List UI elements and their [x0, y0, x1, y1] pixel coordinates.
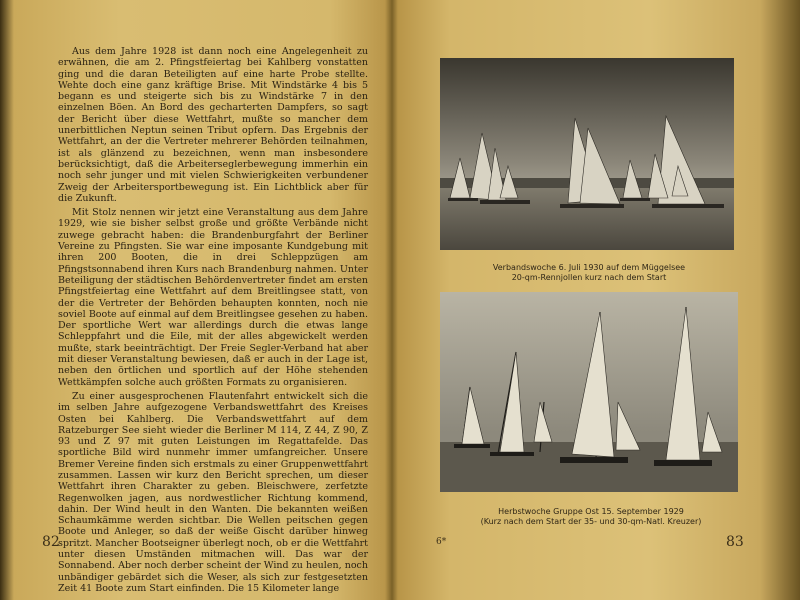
photo-image — [440, 58, 734, 250]
photo-caption — [440, 263, 738, 283]
right-page — [396, 0, 794, 600]
body-text — [58, 46, 368, 597]
paragraph: Mit Stolz nennen wir jetzt eine Veranstaltung aus dem Jahre 1929, wie sie bisher selbst große und größte Verbände nicht zuwege gebracht haben: die Brandenburgfahrt der Berliner Vereine zu Pfingsten. Sie war eine imposante Kundgebung mit ihren 200 Booten, die in drei Schleppzügen am Pfingstsonnabend ihren Kurs nach Brandenburg nahmen. Unter Beteiligung der städtischen Behördenvertreter findet am ersten Pfingstfeiertag eine Wettfahrt auf dem Breitlingsee statt, von der die Vertreter der Behörden behaupten konnten, noch nie soviel Boote auf einmal auf dem Breitlingsee gesehen zu haben. Der sportliche Wert war allerdings durch die etwas lange Schleppfahrt und die Eile, mit der alles abgewickelt werden mußte, stark beeinträchtigt. Der Freie Segler-Verband hat aber mit dieser Veranstaltung bewiesen, daß er auch in der Lage ist, neben den örtlichen und sportlich auf der Höhe stehenden Wettkämpfen solche auch größten Formats zu organisieren. — [58, 207, 368, 388]
photo-image — [440, 292, 738, 492]
caption-line: Herbstwoche Gruppe Ost 15. September 1929 — [498, 507, 684, 516]
photo-sailing-regatta-mueggelsee — [440, 58, 734, 250]
left-page — [14, 0, 390, 600]
signature-mark: 6* — [436, 537, 447, 547]
page-number: 83 — [726, 534, 744, 550]
paragraph: Zu einer ausgesprochenen Flautenfahrt entwickelt sich die im selben Jahre aufgezogene Verbandswettfahrt des Kreises Osten bei Kahlberg. Die Verbandswettfahrt auf dem Ratzeburger See sieht wieder die Berliner M 114, Z 44, Z 90, Z 93 und Z 97 mit guten Leistungen im Regattafelde. Das sportliche Bild wird nunmehr immer umfangreicher. Unsere Bremer Vereine finden sich erstmals zu einer Gruppenwettfahrt zusammen. Lassen wir kurz den Bericht sprechen, um dieser Wettfahrt ihren Charakter zu geben. Bleischwere, zerfetzte Regenwolken jagen, aus nordwestlicher Richtung kommend, dahin. Der Wind heult in den Wanten. Die bekannten weißen Schaumkämme werden sichtbar. Die Wellen peitschen gegen Boote und Anleger, so daß der weiße Gischt darüber hinweg spritzt. Mancher Bootseigner überlegt noch, ob er die Wettfahrt unter diesen Umständen mitmachen will. Das war der Sonnabend. Aber noch derber scheint der Wind zu heulen, noch unbändiger gebärdet sich die Weser, als sich zur festgesetzten Zeit 41 Boote zum Start einfinden. Die 15 Kilometer lange — [58, 390, 368, 594]
photo-sailing-regatta-gruppe-ost — [440, 292, 738, 492]
paragraph: Aus dem Jahre 1928 ist dann noch eine Angelegenheit zu erwähnen, die am 2. Pfingstfeiertag bei Kahlberg vonstatten ging und die daran Beteiligten auf eine harte Probe stellte. Wehte doch eine ganz kräftige Brise. Mit Windstärke 4 bis 5 begann es und steigerte sich bis zu Windstärke 7 in den einzelnen Böen. An Bord des gecharterten Dampfers, so sagt der Bericht über diese Wettfahrt, mußte so mancher dem unerbittlichen Neptun seinen Tribut opfern. Das Ergebnis der Wettfahrt, an der die Vertreter mehrerer Behörden teilnahmen, ist als glänzend zu bezeichnen, wenn man insbesondere berücksichtigt, daß die Arbeiterseglerbewegung immerhin ein noch sehr junger und mit vielen Schwierigkeiten verbundener Zweig der Arbeitersportbewegung ist. Ein Lichtblick aber für die Zukunft. — [58, 46, 368, 204]
caption-line: 20-qm-Rennjollen kurz nach dem Start — [511, 273, 667, 282]
photo-caption — [440, 507, 742, 527]
caption-line: Verbandswoche 6. Juli 1930 auf dem Müggelsee — [492, 263, 686, 272]
caption-line: (Kurz nach dem Start der 35- und 30-qm-Natl. Kreuzer) — [480, 517, 702, 526]
page-number: 82 — [42, 534, 60, 550]
